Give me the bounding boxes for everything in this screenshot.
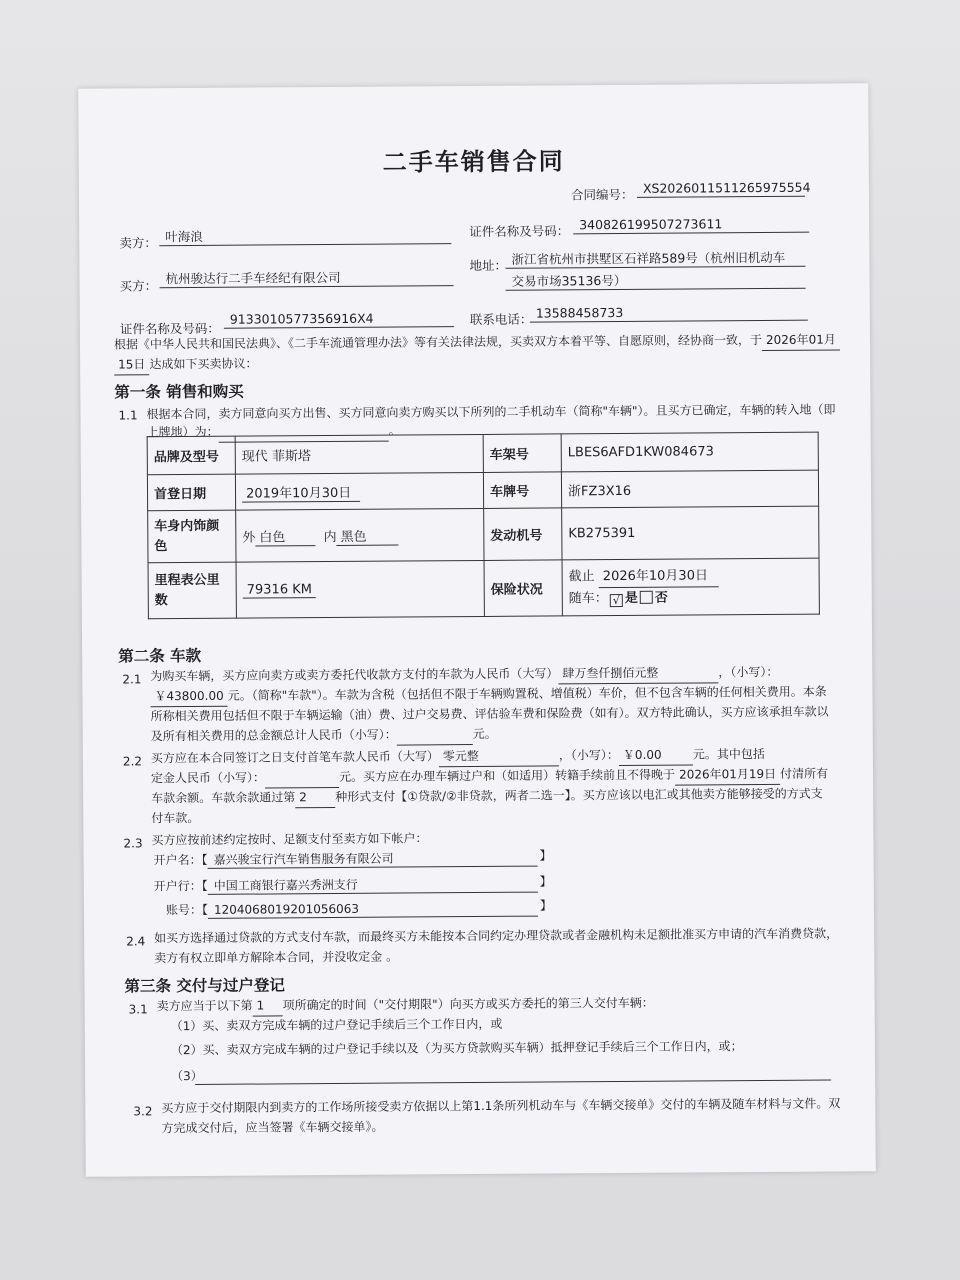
- bank-label: 开户行：【: [153, 878, 208, 894]
- clause-3-1-text-a: 卖方应当于以下第: [156, 998, 253, 1014]
- bank-value: 中国工商银行嘉兴秀洲支行: [213, 877, 358, 893]
- vin-value: LBES6AFD1KW084673: [561, 432, 818, 472]
- mileage-label: [148, 562, 236, 619]
- clause-2-2-text-g: 种形式支付【①贷款/②非贷款，两者二选一】。买方应该以电汇或其他卖方能够接受的方式支: [335, 786, 823, 804]
- clause-2-2-text-c: 定金人民币（小写）：: [150, 770, 266, 786]
- contract-no-label: 合同编号：: [570, 186, 634, 203]
- delivery-option-2: （2）买、卖双方完成车辆的过户登记手续以及（为买方贷款购买车辆）抵押登记手续后三个工作日内，或；: [170, 1039, 743, 1058]
- clause-1-1-text: 上牌地）为：: [146, 424, 219, 440]
- address-line1: 浙江省杭州市拱墅区石祥路589号（杭州旧机动车: [505, 250, 805, 269]
- clause-2-1-text-d: 及所有相关费用的总金额总计人民币（小写）：: [150, 727, 397, 744]
- table-row: [147, 432, 818, 475]
- section3-heading: 第三条 交付与过户登记: [124, 976, 285, 996]
- interior-value: 黑色: [337, 525, 399, 545]
- account-name-bracket: 】: [539, 848, 552, 863]
- clause-3-2-number: 3.2: [133, 1104, 153, 1119]
- mileage-unit: KM: [292, 581, 313, 597]
- intro-date-b: 15日: [114, 354, 149, 375]
- address-line2: 交易市场35136号）: [506, 272, 806, 291]
- clause-2-2-line4: 付车款。: [151, 810, 200, 826]
- bank-bracket: 】: [539, 874, 552, 889]
- intro-line1: [114, 329, 840, 355]
- clause-2-1-text-a: 为购买车辆，买方应向卖方或卖方委托代收款方支付的车款为人民币（大写）: [150, 666, 559, 684]
- table-row: [148, 506, 819, 563]
- brand-label: 品牌及型号: [147, 436, 235, 475]
- clause-2-3-text: 买方应按前述约定按时、足额支付至卖方如下帐户：: [151, 831, 428, 848]
- yes-checkbox[interactable]: √: [610, 594, 623, 607]
- mileage-value: [243, 582, 316, 599]
- seller-id-label: 证件名称及号码：: [469, 223, 570, 240]
- account-number-bracket: 】: [539, 898, 552, 913]
- table-row: [148, 558, 819, 619]
- intro-text-b: 达成如下买卖协议：: [149, 356, 258, 372]
- contract-no-value: XS2026011511265975554: [637, 180, 805, 198]
- reg-label: 首登日期: [147, 474, 235, 511]
- vin-label: 车架号: [483, 434, 561, 473]
- down-payment-amount: ￥0.00: [619, 744, 693, 766]
- clause-1-1-line1: 根据本合同，卖方同意向买方出售、买方同意向卖方购买以下所列的二手机动车（简称"车辆"）。且买方已确定，车辆的转入地（即: [146, 402, 836, 422]
- section1-heading: 第一条 销售和购买: [114, 382, 244, 402]
- clause-2-1-number: 2.1: [122, 672, 142, 687]
- color-cell: [236, 508, 484, 562]
- clause-2-3-number: 2.3: [123, 836, 143, 851]
- clause-3-2-line2: 方完成交付后，应当签署《车辆交接单》。: [161, 1119, 384, 1136]
- clause-2-1-line4: [151, 724, 497, 747]
- buyer-label: 买方：: [119, 278, 158, 294]
- price-upper: 肆万叁仟捌佰元整: [558, 662, 718, 684]
- clause-2-4-line1: 如买方选择通过贷款的方式支付车款，而最终买方未能按本合同约定办理贷款或者金融机构未足额批准买方申请的汽车消费贷款，: [154, 926, 839, 946]
- clause-1-1-end: 。: [388, 423, 401, 438]
- account-name-label: 开户名：【: [153, 852, 208, 868]
- clause-2-1-text-e: 元。: [472, 726, 497, 742]
- clause-2-1-small-label: ，（小写）：: [718, 664, 779, 680]
- clause-3-1-number: 3.1: [128, 1002, 148, 1017]
- mileage-label-a: 里程表公里: [154, 572, 220, 588]
- clause-2-2-text-e: 付清所有: [780, 766, 829, 781]
- seller-id-value: 340826199507273611: [573, 216, 809, 235]
- clause-2-2-number: 2.2: [122, 754, 143, 769]
- payment-method: 2: [295, 787, 335, 808]
- balance-due-date: 2026年01月19日: [675, 764, 780, 786]
- account-name-value: 嘉兴骏宝行汽车销售服务有限公司: [213, 851, 394, 867]
- clause-2-1-line3: 所称相关费用包括但不限于车辆运输（油）费、过户交易费、评估验车费和保险费（如有）。双方特此确认，买方应该承担车款以: [150, 704, 829, 724]
- reg-value: 2019年10月30日: [242, 481, 360, 502]
- no-label: 否: [654, 590, 668, 606]
- down-payment-upper: 零元整: [439, 745, 559, 767]
- mileage-number: 79316: [246, 581, 289, 598]
- table-row: [147, 470, 818, 511]
- color-label: [148, 510, 236, 563]
- vehicle-table: [147, 432, 820, 620]
- buyer-id-label: 证件名称及号码：: [119, 320, 220, 337]
- phone-label: 联系电话：: [469, 311, 533, 328]
- account-number-value: 1204068019201056063: [213, 901, 360, 917]
- insurance-cell: [562, 558, 819, 616]
- intro-text-a: 根据《中华人民共和国民法典》、《二手车流通管理办法》等有关法律法规，买卖双方本着平等、自愿原则，经协商一致，于: [113, 333, 763, 352]
- clause-3-2-line1: 买方应于交付期限内到卖方的工作场所接受卖方依据以上第1.1条所列机动车与《车辆交接单》交付的车辆及随车材料与文件。双: [161, 1096, 841, 1116]
- seller-label: 卖方：: [119, 235, 157, 251]
- interior-label: 内: [323, 529, 337, 545]
- address-label: 地址：: [469, 257, 508, 274]
- delivery-item: 1: [253, 995, 283, 1016]
- clause-2-2-text-d: 元。买方应在办理车辆过户和（如适用）转籍手续前且不得晚于: [338, 767, 676, 784]
- clause-2-4-line2: 卖方有权立即单方解除本合同，并没收定金 。: [154, 949, 399, 966]
- clause-2-2-text-f: 车款余额。车款余款通过第: [151, 790, 296, 806]
- color-label-b: 色: [154, 538, 168, 554]
- clause-2-2-text-a: 买方应在本合同签订之日支付首笔车款人民币（大写）: [150, 749, 439, 766]
- engine-value: KB275391: [562, 506, 819, 560]
- buyer-value: 杭州骏达行二手车经纪有限公司: [159, 269, 453, 288]
- reg-cell: [235, 472, 483, 510]
- engine-label: 发动机号: [484, 508, 562, 561]
- document-title: 二手车销售合同: [382, 147, 565, 177]
- seller-value: 叶海浪: [159, 227, 451, 246]
- plate-label: 车牌号: [483, 472, 561, 509]
- intro-line2: [114, 354, 257, 376]
- clause-2-1-text-b: 元。（简称"车款"）。车款为含税（包括但不限于车辆购置税、增值税）车价，但不包含车辆的任何相关费用。本条: [227, 684, 827, 703]
- phone-value: 13588458733: [530, 304, 808, 323]
- exterior-label: 外: [242, 530, 256, 546]
- clause-1-1-number: 1.1: [118, 408, 138, 423]
- with-car-label: 随车：: [568, 591, 608, 607]
- plate-value: 浙FZ3X16: [561, 470, 818, 508]
- section2-heading: 第二条 车款: [118, 646, 202, 666]
- exterior-value: 白色: [255, 526, 315, 546]
- price-amount: ￥43800.00: [150, 686, 227, 708]
- clause-2-2-text-b: 元。其中包括: [692, 746, 765, 762]
- clause-2-4-number: 2.4: [126, 934, 146, 949]
- buyer-id-value: 9133010577356916X4: [224, 310, 454, 329]
- delivery-option-1: （1）买、卖双方完成车辆的过户登记手续后三个工作日内，或: [170, 1016, 503, 1034]
- yes-label: 是: [624, 590, 638, 606]
- insurance-label: 保险状况: [484, 560, 562, 617]
- mileage-label-b: 数: [154, 592, 168, 608]
- clause-2-2-small-label: ，（小写）：: [558, 748, 619, 763]
- brand-value: 现代 菲斯塔: [235, 434, 483, 474]
- insurance-until-label: 截止: [568, 569, 595, 585]
- intro-date-a: 2026年01月: [762, 329, 840, 351]
- mileage-cell: [236, 560, 484, 618]
- account-number-label: 账号：【: [165, 902, 209, 918]
- no-checkbox[interactable]: [640, 591, 653, 604]
- contract-paper: [78, 83, 876, 1176]
- insurance-date: 2026年10月30日: [599, 565, 719, 588]
- delivery-option-3: （3）: [171, 1068, 203, 1084]
- clause-2-2-line3: [151, 784, 823, 810]
- clause-3-1-text-b: 项所确定的时间（"交付期限"）向买方或买方委托的第三人交付车辆：: [282, 995, 654, 1013]
- color-label-a: 车身内饰颜: [154, 518, 220, 534]
